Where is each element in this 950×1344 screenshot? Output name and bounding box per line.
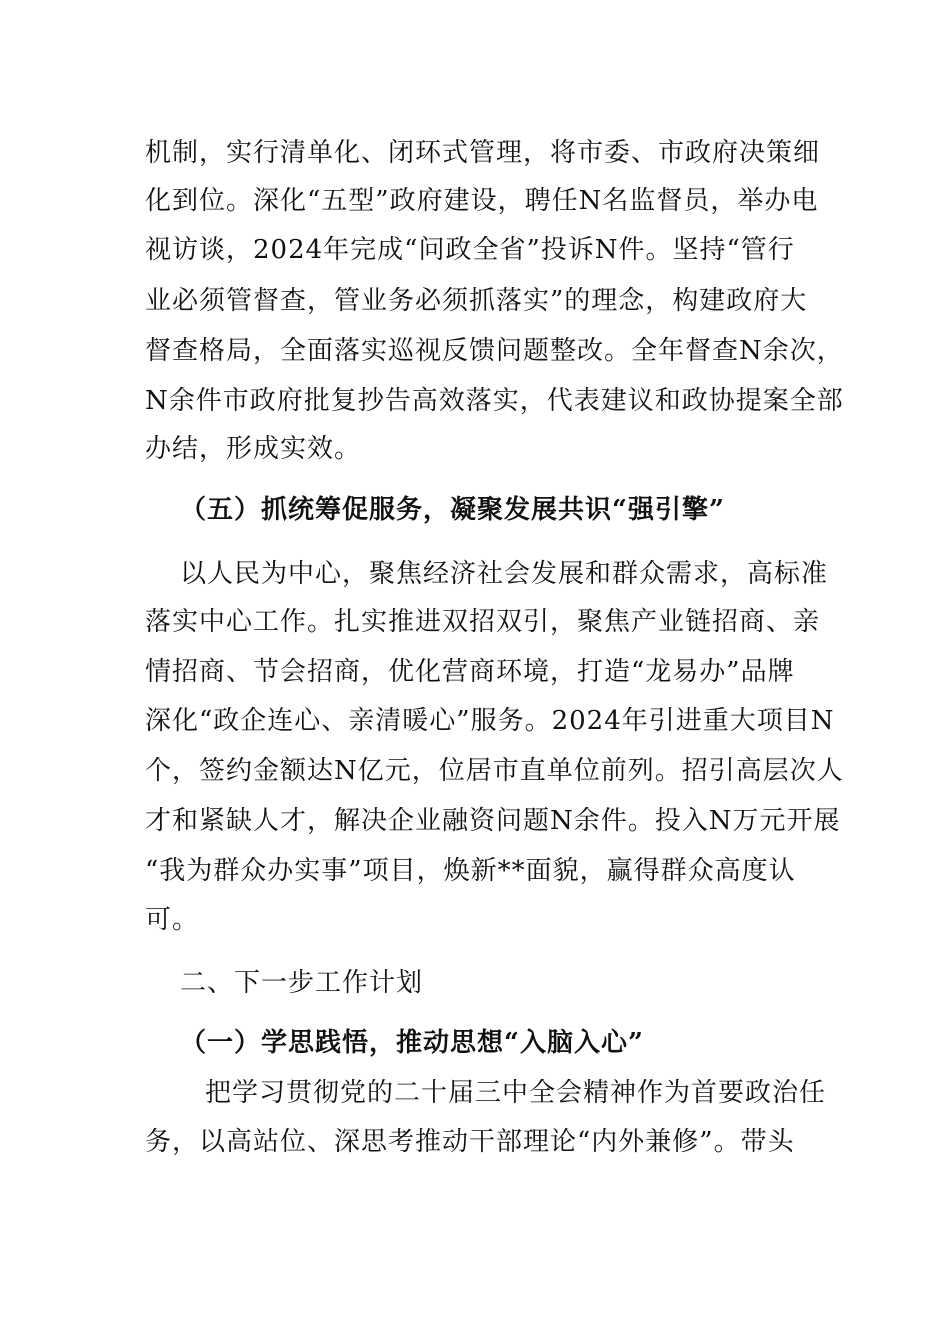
paragraph-line: 化到位。深化“五型”政府建设，聘任N名监督员，举办电 [145,186,819,216]
paragraph-line: 深化“政企连心、亲清暖心”服务。2024年引进重大项目N [145,706,835,736]
paragraph-line: 落实中心工作。扎实推进双招双引，聚焦产业链招商、亲 [145,607,821,637]
section-heading: （一）学思践悟，推动思想“入脑入心” [180,1028,644,1058]
paragraph-line: 务，以高站位、深思考推动干部理论“内外兼修”。带头 [145,1127,795,1157]
paragraph-line: 把学习贯彻党的二十届三中全会精神作为首要政治任 [205,1078,827,1108]
section-heading: （五）抓统筹促服务，凝聚发展共识“强引擎” [180,495,725,525]
paragraph-line: 业必须管督查，管业务必须抓落实”的理念，构建政府大 [145,286,808,316]
paragraph-line: 督查格局，全面落实巡视反馈问题整改。全年督查N余次， [145,336,844,366]
paragraph-line: 可。 [145,905,200,935]
paragraph-line: N余件市政府批复抄告高效落实，代表建议和政协提案全部 [145,386,844,416]
paragraph-line: 视访谈，2024年完成“问政全省”投诉N件。坚持“管行 [145,235,795,265]
paragraph-line: 情招商、节会招商，优化营商环境，打造“龙易办”品牌 [145,657,795,687]
paragraph-line: 机制，实行清单化、闭环式管理，将市委、市政府决策细 [145,138,821,168]
paragraph-line: 个，签约金额达N亿元，位居市直单位前列。招引高层次人 [145,756,844,786]
paragraph-line: 以人民为中心，聚焦经济社会发展和群众需求，高标准 [180,559,829,589]
paragraph-line: 办结，形成实效。 [145,434,362,464]
paragraph-line: “我为群众办实事”项目，焕新**面貌，赢得群众高度认 [145,856,796,886]
paragraph-line: 才和紧缺人才，解决企业融资问题N余件。投入N万元开展 [145,806,841,836]
chapter-heading: 二、下一步工作计划 [180,968,424,998]
